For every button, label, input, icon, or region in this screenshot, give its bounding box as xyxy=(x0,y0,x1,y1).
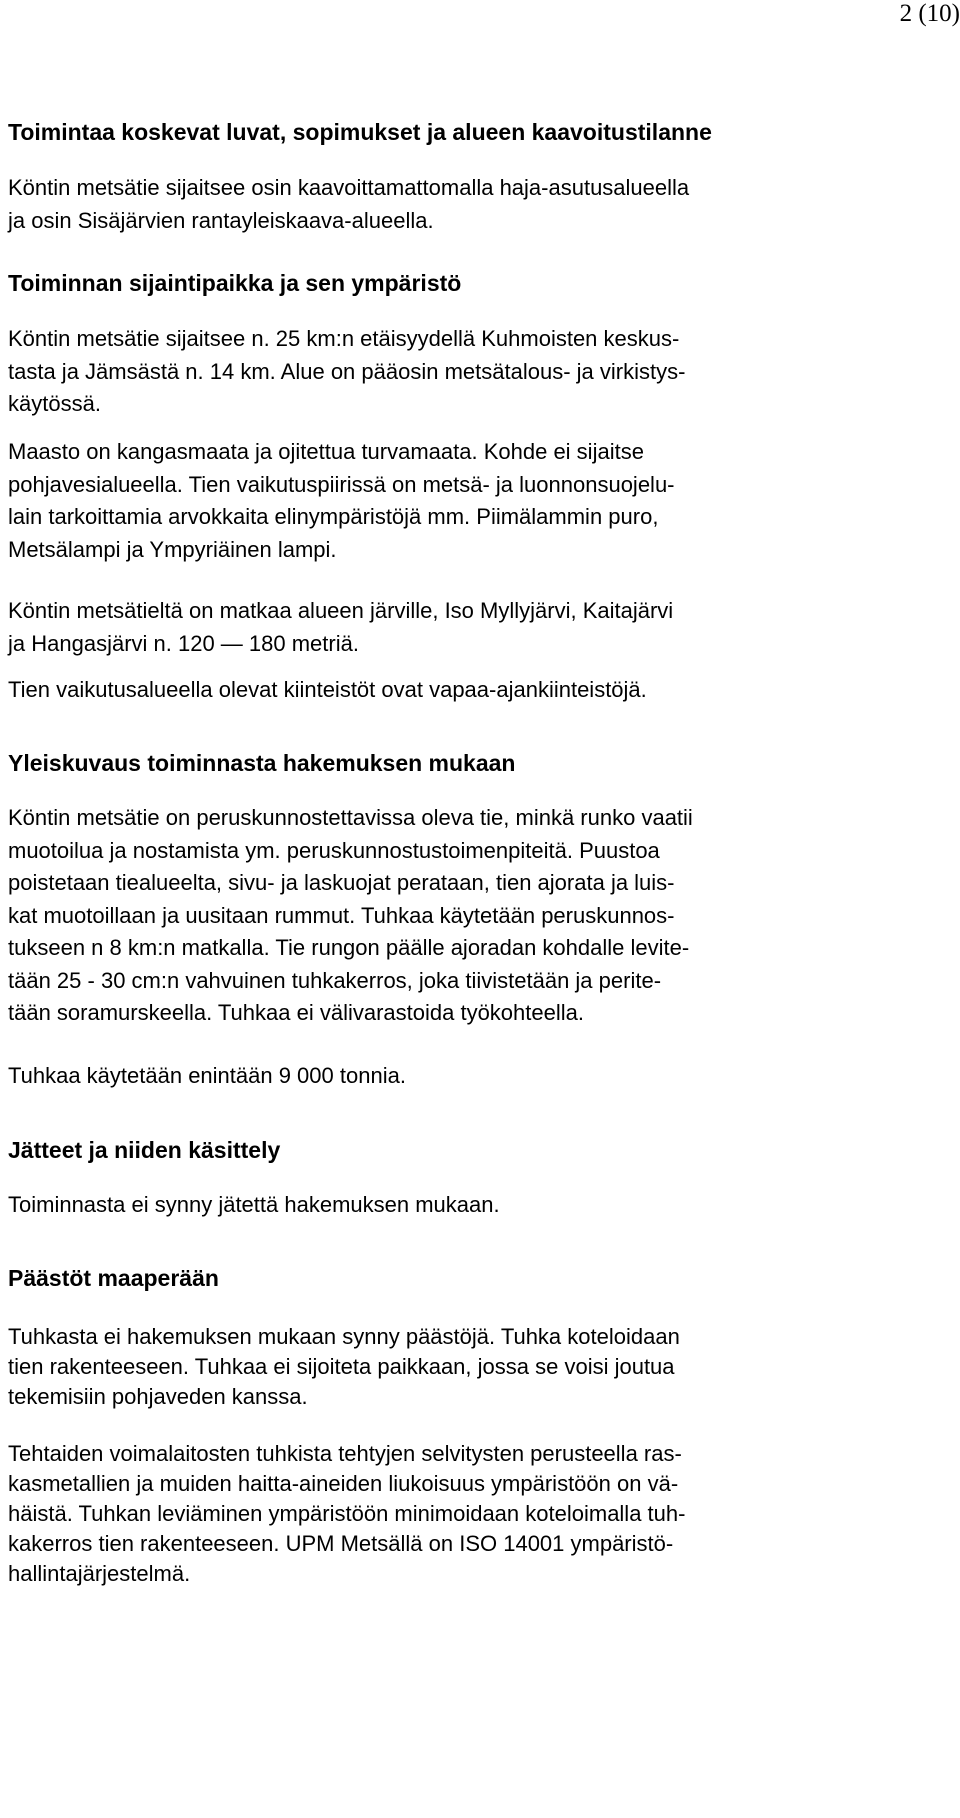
text-line: kat muotoillaan ja uusitaan rummut. Tuhkaa käytetään peruskunnos- xyxy=(8,902,675,928)
paragraph xyxy=(8,1189,948,1222)
text-line: tien rakenteeseen. Tuhkaa ei sijoiteta paikkaan, jossa se voisi joutua xyxy=(8,1354,675,1379)
text-line: Köntin metsätie on peruskunnostettavissa oleva tie, minkä runko vaatii xyxy=(8,805,693,830)
paragraph xyxy=(8,802,948,1030)
text-line: poistetaan tiealueelta, sivu- ja laskuojat perataan, tien ajorata ja luis- xyxy=(8,870,675,895)
text-line: pohjavesialueella. Tien vaikutuspiirissä on metsä- ja luonnonsuojelu- xyxy=(8,471,675,497)
page-number: 2 (10) xyxy=(899,0,960,27)
text-line: tekemisiin pohjaveden kanssa. xyxy=(8,1384,308,1409)
text-line: ja osin Sisäjärvien rantayleiskaava-alueella. xyxy=(8,207,434,233)
text-line: Köntin metsätie sijaitsee n. 25 km:n etäisyydellä Kuhmoisten keskus- xyxy=(8,326,680,351)
text-line: Tuhkaa käytetään enintään 9 000 tonnia. xyxy=(8,1063,406,1088)
text-line: lain tarkoittamia arvokkaita elinympäristöjä mm. Piimälammin puro, xyxy=(8,504,659,529)
paragraph xyxy=(8,436,948,566)
text-line: muotoilua ja nostamista ym. peruskunnostustoimenpiteitä. Puustoa xyxy=(8,837,660,863)
heading-overview: Yleiskuvaus toiminnasta hakemuksen mukaan xyxy=(8,750,516,776)
text-line: Köntin metsätie sijaitsee osin kaavoittamattomalla haja-asutusalueella xyxy=(8,175,690,200)
text-line: Toiminnasta ei synny jätettä hakemuksen mukaan. xyxy=(8,1192,500,1217)
text-line: kakerros tien rakenteeseen. UPM Metsällä on ISO 14001 ympäristö- xyxy=(8,1531,674,1556)
text-line: ja Hangasjärvi n. 120 — 180 metriä. xyxy=(8,630,359,656)
text-line: tään soramurskeella. Tuhkaa ei välivarastoida työkohteella. xyxy=(8,1000,584,1025)
paragraph xyxy=(8,595,948,660)
paragraph xyxy=(8,674,948,707)
text-line: Tehtaiden voimalaitosten tuhkista tehtyjen selvitysten perusteella ras- xyxy=(8,1441,682,1466)
paragraph xyxy=(8,172,948,237)
text-line: tään 25 - 30 cm:n vahvuinen tuhkakerros, joka tiivistetään ja perite- xyxy=(8,967,662,993)
paragraph xyxy=(8,1060,948,1093)
text-line: tukseen n 8 km:n matkalla. Tie rungon päälle ajoradan kohdalle levite- xyxy=(8,935,690,960)
paragraph xyxy=(8,323,948,421)
heading-soil-emissions: Päästöt maaperään xyxy=(8,1265,219,1291)
text-line: tasta ja Jämsästä n. 14 km. Alue on pääosin metsätalous- ja virkistys- xyxy=(8,358,686,384)
text-line: kasmetallien ja muiden haitta-aineiden liukoisuus ympäristöön on vä- xyxy=(8,1471,679,1496)
heading-location: Toiminnan sijaintipaikka ja sen ympäristö xyxy=(8,270,462,296)
text-line: hallintajärjestelmä. xyxy=(8,1561,191,1586)
text-line: Tuhkasta ei hakemuksen mukaan synny päästöjä. Tuhka koteloidaan xyxy=(8,1324,680,1349)
text-line: häistä. Tuhkan leviäminen ympäristöön minimoidaan koteloimalla tuh- xyxy=(8,1501,686,1526)
text-line: käytössä. xyxy=(8,391,101,416)
heading-waste: Jätteet ja niiden käsittely xyxy=(8,1137,281,1163)
paragraph xyxy=(8,1439,948,1589)
paragraph xyxy=(8,1322,948,1412)
text-line: Köntin metsätieltä on matkaa alueen järville, Iso Myllyjärvi, Kaitajärvi xyxy=(8,598,674,623)
heading-permits: Toimintaa koskevat luvat, sopimukset ja alueen kaavoitustilanne xyxy=(8,119,712,145)
text-line: Tien vaikutusalueella olevat kiinteistöt ovat vapaa-ajankiinteistöjä. xyxy=(8,677,647,702)
text-line: Maasto on kangasmaata ja ojitettua turvamaata. Kohde ei sijaitse xyxy=(8,439,644,464)
text-line: Metsälampi ja Ympyriäinen lampi. xyxy=(8,536,337,562)
